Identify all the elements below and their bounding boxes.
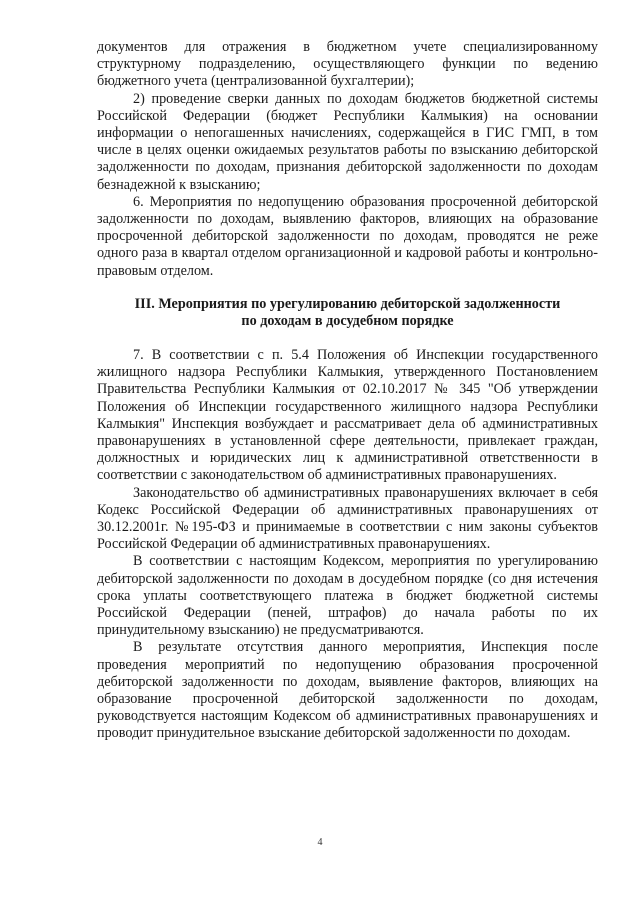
paragraph-result: В результате отсутствия данного мероприятия, Инспекция после проведения мероприятий по недопущению образования просроченной дебиторской задолженности по доходам, выявление факторов, влияющих на образование просроченной дебиторской задолженности по доходам, руководствуется настоящим Кодексом об административных правонарушениях и проводит принудительное взыскание дебиторской задолженности по доходам.: [97, 639, 598, 742]
page-number: 4: [317, 837, 323, 848]
section-heading-line-2: по доходам в досудебном порядке: [241, 313, 454, 329]
text-block-top: [97, 39, 598, 280]
paragraph-continuation: документов для отражения в бюджетном учете специализированному структурному подразделению, осуществляющего функции по ведению бюджетного учета (централизованной бухгалтерии);: [97, 39, 598, 90]
paragraph-item-2: 2) проведение сверки данных по доходам бюджетов бюджетной системы Российской Федерации (бюджет Республики Калмыкия) на основании информации о непогашенных начислениях, содержащейся в ГИС ГМП, в том числе в целях оценки ожидаемых результатов работы по взысканию дебиторской задолженности по доходам, признания дебиторской задолженности по доходам безнадежной к взысканию;: [97, 90, 598, 193]
paragraph-item-6: 6. Мероприятия по недопущению образования просроченной дебиторской задолженности по доходам, выявлению факторов, влияющих на образование просроченной дебиторской задолженности по доходам, проводятся не реже одного раза в квартал отделом организационной и кадровой работы и контрольно-правовым отделом.: [97, 193, 598, 279]
paragraph-item-7: 7. В соответствии с п. 5.4 Положения об Инспекции государственного жилищного надзора Республики Калмыкия, утвержденного Постановлением Правительства Республики Калмыкия от 02.10.2017 № 345 "Об утверждении Положения об Инспекции государственного жилищного надзора Республики Калмыкия" Инспекция возбуждает и рассматривает дела об административных правонарушениях в установленной сфере деятельности, привлекает граждан, должностных и юридических лиц к административной ответственности в соответствии с законодательством об административных правонарушениях.: [97, 347, 598, 484]
paragraph-legislation: Законодательство об административных правонарушениях включает в себя Кодекс Российской Федерации об административных правонарушениях от 30.12.2001г. №195-ФЗ и принимаемые в соответствии с ним законы субъектов Российской Федерации об административных правонарушениях.: [97, 484, 598, 553]
section-heading: [97, 296, 598, 330]
section-heading-line-1: III. Мероприятия по урегулированию дебиторской задолженности: [134, 296, 561, 312]
paragraph-code-measures: В соответствии с настоящим Кодексом, мероприятия по урегулированию дебиторской задолженности по доходам в досудебном порядке (со дня истечения срока уплаты соответствующего платежа в бюджет бюджетной системы Российской Федерации (пеней, штрафов) до начала работы по их принудительному взысканию) не предусматриваются.: [97, 553, 598, 639]
text-block-section-3: [97, 347, 598, 743]
